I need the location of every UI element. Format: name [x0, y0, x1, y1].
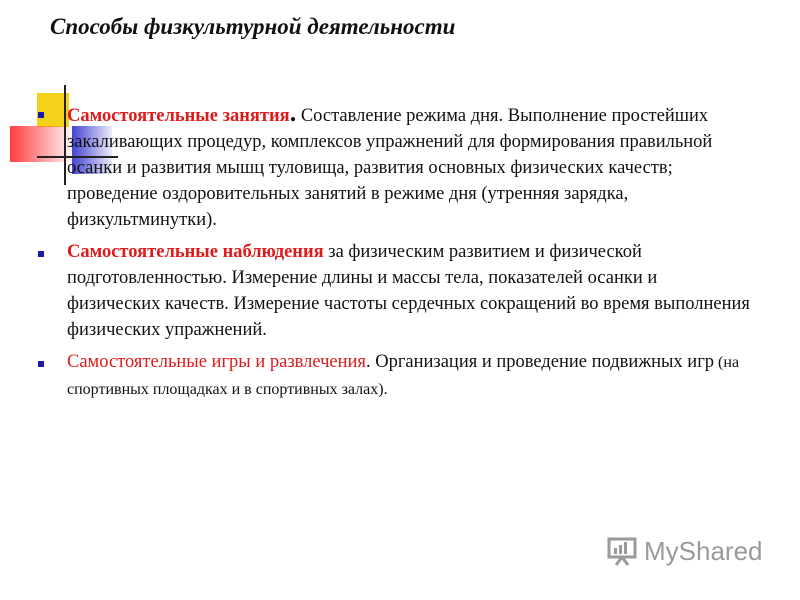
watermark: [606, 536, 763, 567]
item-dot: .: [289, 98, 297, 127]
page-title: Способы физкультурной деятельности: [50, 14, 456, 39]
bullet-list: [34, 100, 754, 403]
list-item: [34, 349, 754, 403]
item-text: за физическим развитием и физической подготовленностью. Измерение длины и массы тела, показателей осанки и физических качеств. Измерение частоты сердечных сокращений во время выполнения физических упражнений.: [67, 242, 750, 340]
item-keyword: Самостоятельные игры и развлечения: [67, 352, 366, 372]
item-text: Составление режима дня. Выполнение простейших закаливающих процедур, комплексов упражнений для формирования правильной осанки и развития мышц туловища, развития основных физических качеств; проведение оздоровительных занятий в режиме дня (утренняя зарядка, физкультминутки).: [67, 106, 713, 230]
item-keyword: Самостоятельные наблюдения: [67, 242, 324, 262]
watermark-text: MyShared: [644, 536, 763, 566]
item-small-text: (на спортивных площадках и в спортивных залах).: [67, 354, 740, 398]
item-keyword: Самостоятельные занятия: [67, 106, 290, 126]
bullet-marker: [38, 361, 44, 367]
item-text: . Организация и проведение подвижных игр: [365, 352, 715, 372]
bullet-marker: [38, 251, 44, 257]
presentation-board-icon: [606, 536, 640, 566]
list-item: [34, 100, 754, 233]
list-item: [34, 239, 754, 343]
bullet-marker: [38, 112, 44, 118]
